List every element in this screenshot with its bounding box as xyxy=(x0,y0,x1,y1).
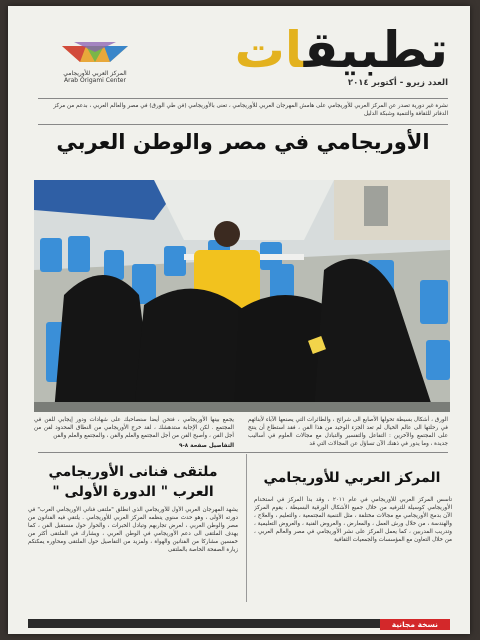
masthead-title xyxy=(235,20,448,80)
free-copy-badge: نسخة مجانية xyxy=(380,619,450,630)
column-separator xyxy=(246,454,247,602)
logo-arabic-name: المركز العربي للأوريجامي xyxy=(63,70,127,77)
arab-origami-center-logo xyxy=(50,38,140,84)
intro-divider xyxy=(38,124,448,125)
workshop-photo xyxy=(34,180,450,412)
article-left-body: يشهد المهرجان العربي الأول للأوريجامي الذي انطلق "ملتقى فناني الأوريجامي العرب" في دورته الأولى ، وهو حدث سنوي ينظمه المركز العربي للأوريجامي . يلتقي فيه الفنانون من مصر والوطن العربي ، لعرض تجاربهم وتبادل الخبرات ، والحوار حول مستقبل الفن ، كما يهدف الملتقى الى دعم الأوريجامي في الوطن العربي ، ويشارك في الملتقى أكثر من خمسين مشاركا من الفنانين والهواة ، ولمزيد من التفاصيل حول الملتقى ومحاوره يمكنكم زيارة الصفحة الخاصة بالملتقى xyxy=(28,507,238,553)
main-headline: الأوريجامي في مصر والوطن العربي xyxy=(56,130,430,154)
caption-column-2 xyxy=(34,416,234,450)
top-divider xyxy=(38,98,448,99)
masthead-title-main: تطبيق xyxy=(303,21,448,79)
footer-bar xyxy=(28,619,380,628)
newspaper-page xyxy=(8,6,470,634)
origami-boat-icon xyxy=(60,38,130,68)
article-left-title: ملتقى فنانى الأوريجامي العرب " الدورة الأولى " xyxy=(48,464,218,500)
details-link[interactable]: التفاصيل صفحة ٨-٩ xyxy=(178,443,234,449)
issue-number: العدد زيرو - أكتوبر ٢٠١٤ xyxy=(347,78,448,88)
caption-column-1: الورق ، أشكال بسيطة تحولها الأصابع الى شرائح ، والطائرات التي يصنعها الآباء لأبنائهم في رحلتها الى عالم الخيال لم تعد الجزء الوحيد من هذا الفن ، فقد استطاع أن ينتج على المجتمع والآخرين : التفاعل والتفسير والتبادل مع مجالات العلوم في أساليب جديدة ، وما يدور في ذهنك الآن تساؤل عن المجالات التي قد xyxy=(248,417,448,447)
intro-text: نشرة غير دورية تصدر عن المركز العربي للأوريجامي على هامش المهرجان العربي للأوريجامي ، تعنى بالأوريجامي (فن طي الورق) في مصر والعالم العربي ، بدعم من مركز الدفاتر للثقافة والتنمية وشبكة الدليل xyxy=(53,103,448,117)
logo-english-name: Arab Origami Center xyxy=(64,77,126,84)
masthead-title-accent: ات xyxy=(234,21,304,79)
article-right-body: تأسس المركز العربي للأوريجامي في عام ٢٠١١ ، وقد بدأ المركز في استخدام الأوريجامي كوسيلة للترفيه من خلال جميع الأشكال الورقية البسيطة ، يقوم المركز الآن بدمج الأوريجامي مع مجالات مختلفة ، مثل التنمية المجتمعية ، والتعليم ، والعلاج ، والهندسة ، من خلال ورش العمل ، والمعارض ، والعروض الفنية ، والعروض التعليمية ، وتدريب المدربين ، كما يعمل المركز على نشر الأوريجامي في مصر والعالم العربي ، من خلال التعاون مع المؤسسات والجمعيات الثقافية xyxy=(254,497,452,543)
section-divider xyxy=(38,452,448,453)
caption-column-2-text: يجمع بينها الأوريجامي ، فتحن أيضا سنصاحبك على شهادات ودور إيجابي للفن في المجتمع . لكن الإجابة ستدهشك ، لقد خرج الأوريجامي من النطاق المحدود لفن من أجل الفن ، وأصبح الفن من أجل المجتمع والعلم والفن ، والمجتمع والعلم والفن xyxy=(34,417,234,439)
article-right-title: المركز العربي للأوريجامي xyxy=(263,470,441,486)
